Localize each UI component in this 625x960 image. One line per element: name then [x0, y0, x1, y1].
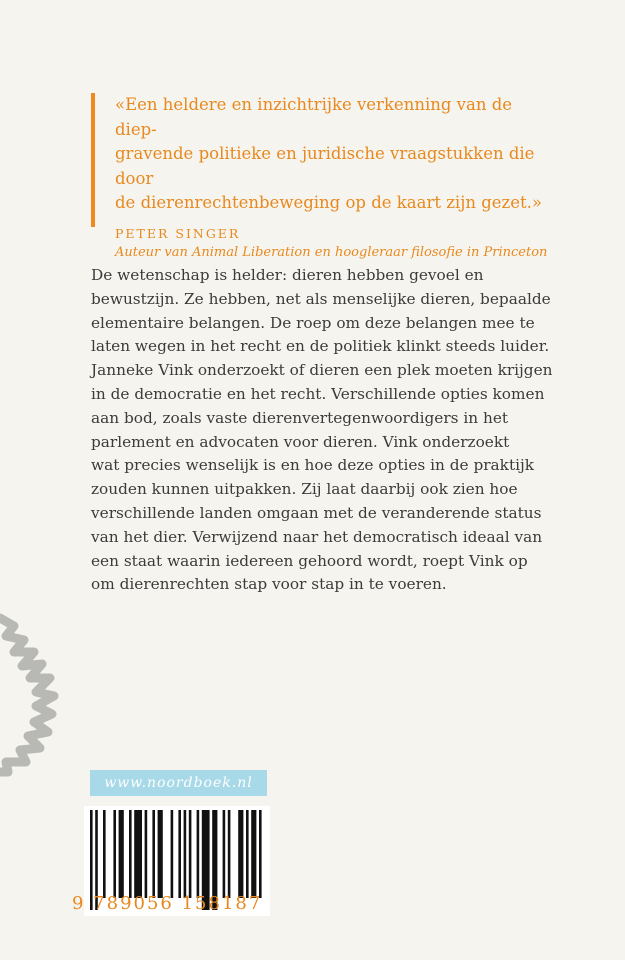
- description-line: elementaire belangen. De roep om deze belangen mee te: [91, 313, 535, 332]
- barcode-bar: [178, 810, 181, 898]
- barcode-bar: [246, 810, 249, 898]
- barcode-bar: [189, 810, 192, 898]
- barcode-bar: [238, 810, 243, 898]
- publisher-ornament-icon: [0, 600, 60, 780]
- description-line: De wetenschap is helder: dieren hebben gevoel en: [91, 266, 484, 284]
- barcode-bar: [251, 810, 256, 898]
- description-line: zouden kunnen uitpakken. Zij laat daarbij ook zien hoe: [91, 480, 518, 499]
- barcode-bar: [228, 810, 231, 898]
- description-line: om dierenrechten stap voor stap in te voeren.: [91, 575, 447, 594]
- quote-line: «Een heldere en inzichtrijke verkenning van de diep-: [115, 95, 513, 139]
- description-line: van het dier. Verwijzend naar het democratisch ideaal van: [91, 527, 543, 546]
- description-line: in de democratie en het recht. Verschillende opties komen: [91, 384, 545, 403]
- barcode-bar: [113, 810, 116, 898]
- publisher-website-badge: www.noordboek.nl: [90, 770, 267, 796]
- description-line: verschillende landen omgaan met de veranderende status: [91, 503, 542, 522]
- barcode-bar: [129, 810, 132, 898]
- quote-author-role: Auteur van Animal Liberation en hoogleraar filosofie in Princeton: [115, 244, 548, 260]
- endorsement-quote: [91, 93, 561, 260]
- barcode-bar: [145, 810, 148, 898]
- description-line: Janneke Vink onderzoekt of dieren een plek moeten krijgen: [91, 361, 553, 380]
- description-line: bewustzijn. Ze hebben, net als menselijke dieren, bepaalde: [91, 289, 551, 308]
- quote-text: [115, 93, 555, 216]
- barcode-bar: [171, 810, 174, 898]
- barcode-bar: [158, 810, 163, 898]
- description-line: een staat waarin iedereen gehoord wordt, roept Vink op: [91, 551, 528, 570]
- quote-line: gravende politieke en juridische vraagstukken die door: [115, 144, 535, 188]
- quote-author: PETER SINGER: [115, 225, 241, 241]
- description-line: aan bod, zoals vaste dierenvertegenwoordigers in het: [91, 408, 509, 427]
- barcode-bar: [134, 810, 142, 898]
- barcode-bar: [223, 810, 226, 898]
- barcode-bar: [119, 810, 124, 898]
- description-line: parlement en advocaten voor dieren. Vink onderzoekt: [91, 432, 510, 451]
- barcode-bar: [259, 810, 262, 898]
- barcode-bar: [103, 810, 106, 898]
- barcode-bar: [184, 810, 187, 898]
- isbn-number: 9 789056 158187: [72, 893, 263, 914]
- book-description: [91, 264, 553, 597]
- barcode-bar: [197, 810, 200, 898]
- barcode-bar: [152, 810, 155, 898]
- description-line: laten wegen in het recht en de politiek klinkt steeds luider.: [91, 337, 550, 356]
- description-line: wat precies wenselijk is en hoe deze opties in de praktijk: [91, 456, 534, 475]
- quote-line: de dierenrechtenbeweging op de kaart zijn gezet.»: [115, 193, 542, 212]
